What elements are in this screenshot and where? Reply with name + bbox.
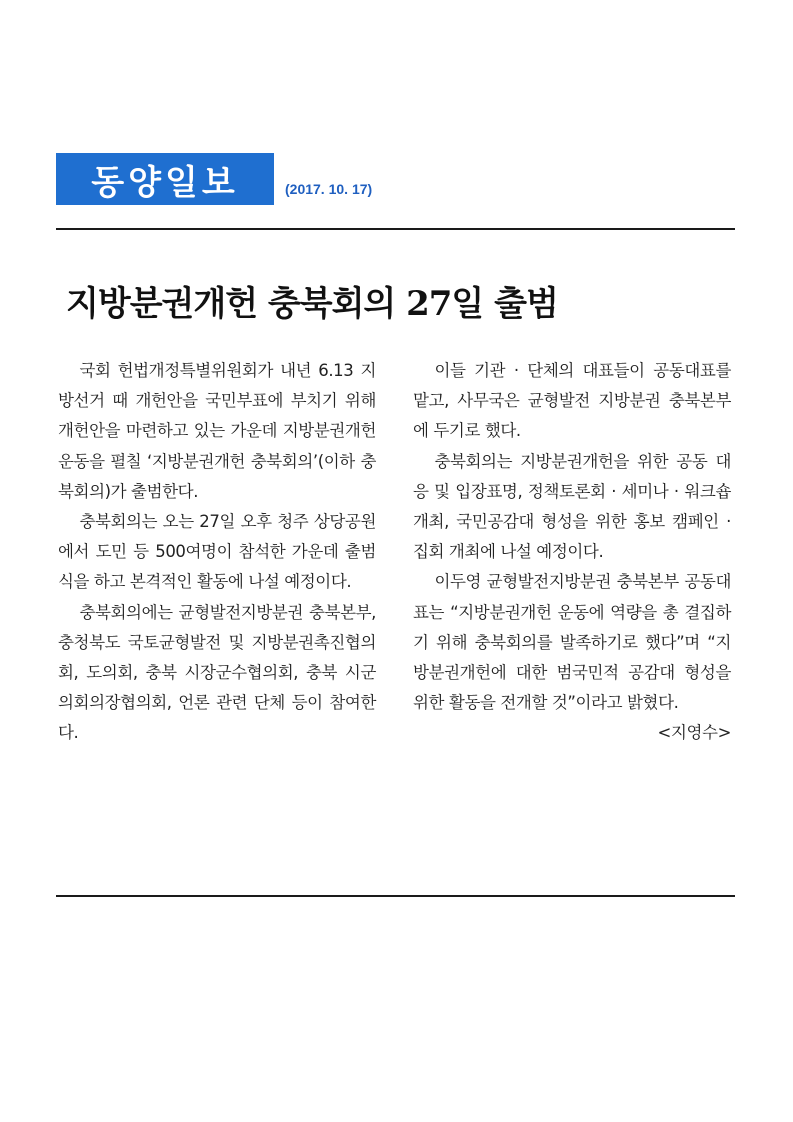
article-column-left (58, 356, 376, 749)
article-byline: <지영수> (657, 723, 731, 743)
article-paragraph: 이두영 균형발전지방분권 충북본부 공동대표는 “지방분권개헌 운동에 역량을 총 결집하기 위해 충북회의를 발족하기로 했다”며 “지방분권개헌에 대한 범국민적 공감대 형성을 위한 활동을 전개할 것”이라고 밝혔다. (413, 572, 731, 713)
article-column-right (413, 356, 731, 749)
article-headline: 지방분권개헌 충북회의 27일 출범 (66, 284, 558, 324)
article-paragraph: 충북회의는 지방분권개헌을 위한 공동 대응 및 입장표명, 정책토론회 · 세미나 · 워크숍 개최, 국민공감대 형성을 위한 홍보 캠페인 · 집회 개최에 나설 예정이다. (413, 451, 731, 562)
article-paragraph: 이들 기관 · 단체의 대표들이 공동대표를 맡고, 사무국은 균형발전 지방분권 충북본부에 두기로 했다. (413, 361, 731, 441)
article-paragraph: 충북회의는 오는 27일 오후 청주 상당공원에서 도민 등 500여명이 참석한 가운데 출범식을 하고 본격적인 활동에 나설 예정이다. (58, 512, 376, 592)
bottom-divider (56, 895, 735, 897)
newspaper-logo: 동양일보 (56, 153, 274, 205)
article-paragraph: 충북회의에는 균형발전지방분권 충북본부, 충청북도 국토균형발전 및 지방분권촉진협의회, 도의회, 충북 시장군수협의회, 충북 시군의회의장협의회, 언론 관련 단체 등이 참여한다. (58, 602, 376, 743)
article-paragraph: 국회 헌법개정특별위원회가 내년 6.13 지방선거 때 개헌안을 국민부표에 부치기 위해 개헌안을 마련하고 있는 가운데 지방분권개헌 운동을 펼칠 ‘지방분권개헌 충북회의’(이하 충북회의)가 출범한다. (58, 361, 376, 501)
publication-date: (2017. 10. 17) (285, 181, 373, 197)
top-divider (56, 228, 735, 230)
